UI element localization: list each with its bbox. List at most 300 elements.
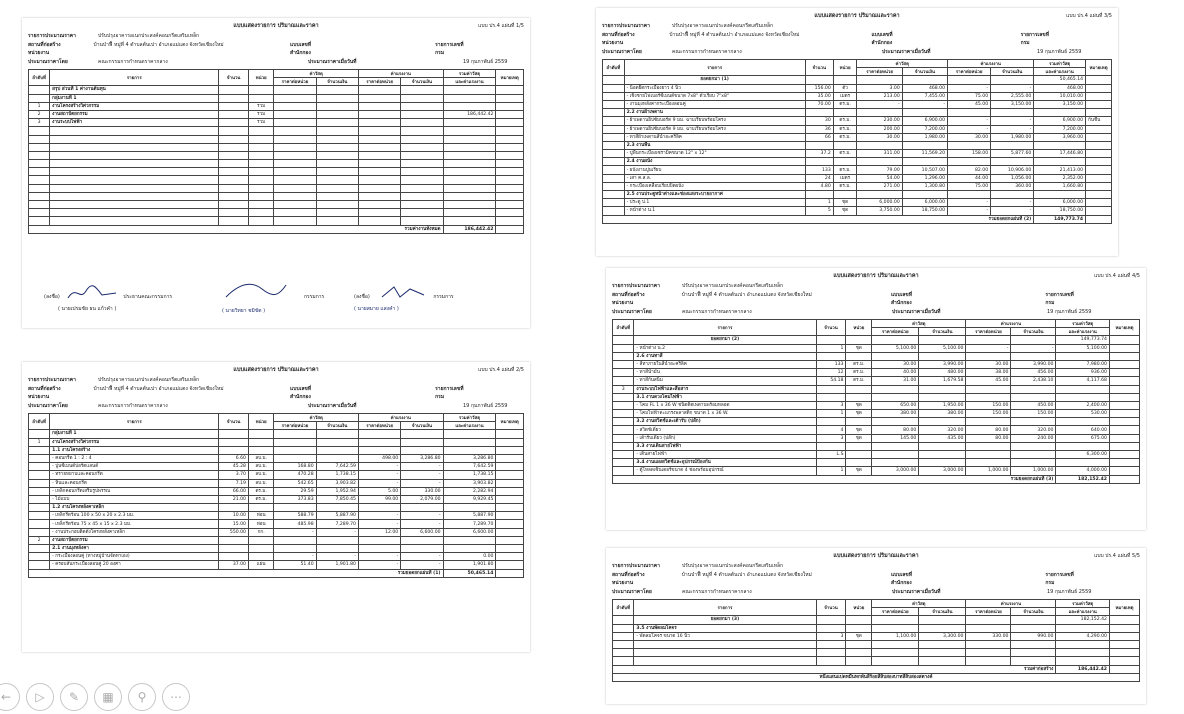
table-row bbox=[603, 191, 1112, 199]
cell-qty: 133 bbox=[816, 360, 846, 368]
table-row bbox=[29, 504, 524, 512]
cell-mat-amt bbox=[919, 442, 966, 450]
location-value: บ้านป่าฟื้ หมู่ที่ 4 ตำบลต้นเปา อำเภอแม่แตง จังหวัดเชียงใหม่ bbox=[669, 31, 800, 38]
header-amount: จำนวนเงิน bbox=[401, 78, 443, 86]
cell-lab-unit bbox=[358, 504, 400, 512]
cell-lab-unit bbox=[358, 94, 400, 102]
cell-note bbox=[496, 545, 524, 553]
cell-mat-unit bbox=[872, 624, 919, 632]
sheet-title: แบบแสดงรายการ ปริมาณและราคา bbox=[233, 23, 319, 29]
total-value: 186,442.42 bbox=[1056, 665, 1110, 673]
cell-total bbox=[1034, 141, 1086, 149]
cell-mat-amt: 3,903.82 bbox=[316, 479, 358, 487]
table-row bbox=[603, 166, 1112, 174]
cell-lab-unit: 80.00 bbox=[966, 426, 1011, 434]
cell-lab-unit bbox=[966, 393, 1011, 401]
cell-unit: ท่อน bbox=[248, 512, 273, 520]
header-unitprice: ราคาต่อหน่วย bbox=[948, 68, 991, 76]
sig1-prefix: (ลงชื่อ) bbox=[44, 294, 60, 300]
cell-no bbox=[603, 158, 625, 166]
cell-no bbox=[613, 410, 634, 418]
cell-note bbox=[1109, 344, 1139, 352]
cell-unit: ตร.ม. bbox=[833, 182, 857, 190]
header-total: รวมค่าวัสดุ bbox=[443, 70, 496, 78]
cell-unit: ชุด bbox=[846, 426, 872, 434]
plan-label: แบบเลขที่ bbox=[890, 291, 912, 298]
cell-note bbox=[1109, 401, 1139, 409]
cell-mat-unit bbox=[857, 109, 902, 117]
cell-mat-unit bbox=[274, 446, 316, 454]
sheet-title: แบบแสดงรายการ ปริมาณและราคา bbox=[814, 13, 900, 19]
cell-total: 1,660.80 bbox=[1034, 182, 1086, 190]
table-row bbox=[613, 451, 1140, 459]
cell-total: 21,413.00 bbox=[1034, 166, 1086, 174]
cell-no: 1 bbox=[29, 438, 50, 446]
sheet-title: แบบแสดงรายการ ปริมาณและราคา bbox=[833, 553, 919, 559]
cell-total: 2,282.94 bbox=[443, 487, 496, 495]
cell-unit: ท่อน bbox=[248, 520, 273, 528]
cell-no bbox=[613, 352, 634, 360]
cell-note bbox=[496, 463, 524, 471]
cell-qty bbox=[805, 191, 833, 199]
cell-mat-unit: 54.00 bbox=[857, 174, 902, 182]
cell-no bbox=[603, 207, 625, 215]
unit-label: หน่วยงาน bbox=[612, 580, 634, 586]
cell-unit: เมตร bbox=[833, 92, 857, 100]
cell-no bbox=[29, 561, 50, 569]
office-label: สำนักกอง bbox=[890, 580, 912, 586]
cell-note bbox=[1086, 141, 1112, 149]
cell-unit: ตัว bbox=[833, 84, 857, 92]
cell-lab-unit: 82.00 bbox=[948, 166, 991, 174]
header-qty: จำนวน bbox=[816, 600, 846, 616]
sheet-meta bbox=[602, 22, 1112, 56]
table-row bbox=[613, 624, 1140, 632]
cell-no bbox=[29, 520, 50, 528]
header-labor: ค่าแรงงาน bbox=[358, 70, 443, 78]
cell-lab-amt bbox=[401, 86, 443, 94]
cell-qty: 54.18 bbox=[816, 377, 846, 385]
table-row bbox=[29, 430, 524, 438]
cell-total: 640.00 bbox=[1056, 426, 1110, 434]
cell-qty bbox=[805, 109, 833, 117]
ref-label: รายการเลขที่ bbox=[1020, 31, 1050, 38]
cell-total: 5,100.00 bbox=[1056, 344, 1110, 352]
cell-no bbox=[29, 512, 50, 520]
cell-total bbox=[1034, 158, 1086, 166]
cell-item: 1.1 งานโครงสร้าง bbox=[50, 446, 219, 454]
cell-mat-amt: 18,750.00 bbox=[902, 207, 947, 215]
cell-total: 6,000.00 bbox=[1034, 199, 1086, 207]
cell-lab-amt bbox=[401, 504, 443, 512]
cell-total: 468.00 bbox=[1034, 84, 1086, 92]
header-total: รวมค่าวัสดุ bbox=[1034, 60, 1086, 68]
header-amount: จำนวนเงิน bbox=[991, 68, 1034, 76]
cell-note bbox=[496, 446, 524, 454]
cell-item: 3.2 งานสวิตช์และเต้ารับ (ปลั๊ก) bbox=[634, 418, 816, 426]
date-value: 19 กุมภาพันธ์ 2559 bbox=[463, 58, 508, 65]
cell-mat-amt: 320.00 bbox=[919, 426, 966, 434]
cell-lab-unit: - bbox=[358, 561, 400, 569]
cell-no bbox=[603, 133, 625, 141]
cell-no bbox=[603, 191, 625, 199]
table-row bbox=[603, 182, 1112, 190]
cell-mat-unit: 213.00 bbox=[857, 92, 902, 100]
date-value: 19 กุมภาพันธ์ 2559 bbox=[1047, 308, 1092, 315]
cell-qty: 35.00 bbox=[805, 92, 833, 100]
cell-total: 4,117.68 bbox=[1056, 377, 1110, 385]
cell-total bbox=[1034, 191, 1086, 199]
cell-total: 530.00 bbox=[1056, 410, 1110, 418]
carry-value: 182,152.42 bbox=[1056, 616, 1110, 624]
cell-note bbox=[496, 528, 524, 536]
table-row bbox=[603, 84, 1112, 92]
cell-total: 6,900.00 bbox=[1034, 117, 1086, 125]
table-row bbox=[603, 109, 1112, 117]
office-label: สำนักกอง bbox=[871, 40, 893, 46]
cell-item: - พัดลมโคจร ขนาด 16 นิ้ว bbox=[634, 632, 816, 640]
cell-total bbox=[1056, 352, 1110, 360]
table-row bbox=[603, 92, 1112, 100]
cell-unit bbox=[248, 446, 273, 454]
cell-lab-amt: - bbox=[991, 84, 1034, 92]
cell-lab-unit bbox=[358, 110, 400, 118]
estimator-label: ประมาณราคาโดย bbox=[28, 402, 68, 409]
cell-item: 2.5 งานประตูหน้าต่างและช่องแสงระบายอากาศ bbox=[624, 191, 805, 199]
cell-note bbox=[1109, 434, 1139, 442]
cell-lab-amt: 330.00 bbox=[401, 487, 443, 495]
cell-lab-amt: - bbox=[991, 117, 1034, 125]
cell-no bbox=[613, 434, 634, 442]
cell-total bbox=[443, 536, 496, 544]
cell-total: 7,200.00 bbox=[1034, 125, 1086, 133]
cell-unit bbox=[846, 451, 872, 459]
cell-total: 675.00 bbox=[1056, 434, 1110, 442]
cell-note bbox=[1109, 352, 1139, 360]
estimator-label: ประมาณราคาโดย bbox=[612, 308, 652, 315]
cell-mat-unit: 79.00 bbox=[857, 166, 902, 174]
cell-lab-unit: 75.00 bbox=[948, 92, 991, 100]
table-row bbox=[603, 125, 1112, 133]
cell-qty: 5 bbox=[805, 207, 833, 215]
cell-item: กลุ่มงานที่ 1 bbox=[50, 430, 219, 438]
cell-lab-amt: - bbox=[401, 463, 443, 471]
cell-note bbox=[1109, 393, 1139, 401]
cell-total: 4,000.00 bbox=[1056, 467, 1110, 475]
cell-qty: 37.00 bbox=[219, 561, 249, 569]
table-row-empty bbox=[29, 176, 524, 184]
header-no: ลำดับที่ bbox=[613, 600, 634, 616]
cell-qty bbox=[816, 624, 846, 632]
zoom-icon[interactable]: ⚲ bbox=[128, 683, 156, 711]
cell-mat-amt: 468.00 bbox=[902, 84, 947, 92]
cell-qty bbox=[816, 385, 846, 393]
cell-mat-unit: - bbox=[274, 528, 316, 536]
cell-mat-amt: 6,000.00 bbox=[902, 199, 947, 207]
total-label: รวมค่าก่อสร้าง bbox=[613, 665, 1056, 673]
table-row bbox=[613, 467, 1140, 475]
viewer-toolbar bbox=[0, 683, 190, 711]
sig2-role: กรรมการ bbox=[304, 294, 325, 300]
cell-item: 3.3 งานเดินสายไฟฟ้า bbox=[634, 442, 816, 450]
cell-no bbox=[603, 166, 625, 174]
cell-unit bbox=[833, 109, 857, 117]
cell-lab-amt: 10,906.00 bbox=[991, 166, 1034, 174]
total-value: 182,152.42 bbox=[1056, 475, 1110, 483]
header-item: รายการ bbox=[624, 60, 805, 76]
header-no: ลำดับที่ bbox=[29, 414, 50, 430]
cell-lab-unit bbox=[358, 438, 400, 446]
table-row bbox=[603, 117, 1112, 125]
table-row bbox=[603, 133, 1112, 141]
table-row bbox=[29, 545, 524, 553]
cell-mat-amt bbox=[316, 454, 358, 462]
cell-mat-unit bbox=[274, 94, 316, 102]
cell-total bbox=[443, 102, 496, 110]
cell-item: - คอนกรีต 1 : 2 : 4 bbox=[50, 454, 219, 462]
cell-item: - ฝ้าเพดานยิปซัมบอร์ด 9 มม. ฉาบเรียบพร้อมโครง bbox=[624, 117, 805, 125]
header-material: ค่าวัสดุ bbox=[872, 600, 966, 608]
cell-mat-amt: 1,980.00 bbox=[902, 133, 947, 141]
cell-lab-unit bbox=[948, 109, 991, 117]
cell-item: - เหล็กคอนกรีตเสริมรูปพรรณ bbox=[50, 487, 219, 495]
cell-lab-amt bbox=[1011, 451, 1056, 459]
cell-lab-amt bbox=[991, 158, 1034, 166]
cell-mat-amt bbox=[316, 110, 358, 118]
cell-qty: 1 bbox=[816, 344, 846, 352]
cell-unit bbox=[248, 545, 273, 553]
cell-unit: รวม bbox=[248, 102, 273, 110]
cell-mat-amt: 3,000.00 bbox=[919, 467, 966, 475]
project-label: รายการประมาณราคา bbox=[612, 563, 660, 569]
table-row bbox=[29, 520, 524, 528]
cell-lab-amt bbox=[401, 545, 443, 553]
cell-mat-amt bbox=[316, 504, 358, 512]
cell-total bbox=[1056, 442, 1110, 450]
cell-total: 1,901.80 bbox=[443, 561, 496, 569]
cell-lab-unit: - bbox=[966, 344, 1011, 352]
table-row bbox=[613, 369, 1140, 377]
sheet-page-4 bbox=[606, 268, 1146, 530]
project-value: ปรับปรุงอาคารอเนกประสงค์คอนกรีตเสริมเหล็ก bbox=[98, 33, 200, 39]
cell-mat-amt: 10,507.00 bbox=[902, 166, 947, 174]
ref-label: รายการเลขที่ bbox=[435, 385, 464, 392]
cell-total bbox=[1056, 418, 1110, 426]
cell-no: 3 bbox=[29, 119, 50, 127]
cell-note: กันชื้น bbox=[1086, 117, 1112, 125]
cell-qty bbox=[219, 553, 249, 561]
sig2-name: ( นายวิทยา ชมิขัต ) bbox=[222, 308, 266, 314]
table-row bbox=[29, 479, 524, 487]
header-labor: ค่าแรงงาน bbox=[966, 600, 1056, 608]
cell-no bbox=[613, 459, 634, 467]
table-row bbox=[29, 119, 524, 127]
cell-lab-amt bbox=[401, 94, 443, 102]
cell-lab-amt: - bbox=[401, 520, 443, 528]
play-icon[interactable]: ▷ bbox=[26, 683, 54, 711]
cell-mat-unit: 6,000.00 bbox=[857, 199, 902, 207]
cell-total: 10,010.00 bbox=[1034, 92, 1086, 100]
estimator-value: คณะกรรมการกำหนดราคากลาง bbox=[98, 402, 168, 409]
cell-note bbox=[1109, 418, 1139, 426]
project-value: ปรับปรุงอาคารอเนกประสงค์คอนกรีตเสริมเหล็ก bbox=[682, 283, 784, 289]
cell-item: 2.2 งานฝ้าเพดาน bbox=[624, 109, 805, 117]
table-row bbox=[29, 454, 524, 462]
carry-label: ยอดยกมา (2) bbox=[634, 336, 816, 344]
page-number: แบบ ปร.4 แผ่นที่ 1/5 bbox=[478, 23, 524, 29]
office-value: กรม bbox=[1020, 40, 1030, 46]
cell-no bbox=[603, 84, 625, 92]
page-number: แบบ ปร.4 แผ่นที่ 5/5 bbox=[1094, 553, 1140, 559]
cell-unit: ชุด bbox=[846, 344, 872, 352]
cell-item: - ทาสีกันสนิม bbox=[634, 377, 816, 385]
cell-qty: 3.70 bbox=[219, 471, 249, 479]
cell-unit: รวม bbox=[248, 110, 273, 118]
cell-lab-unit bbox=[948, 158, 991, 166]
cell-lab-amt: 150.00 bbox=[1011, 410, 1056, 418]
cell-unit: ลบ.ม. bbox=[248, 479, 273, 487]
cell-lab-amt bbox=[401, 438, 443, 446]
cell-lab-amt: 450.00 bbox=[1011, 401, 1056, 409]
cell-lab-amt: - bbox=[991, 199, 1034, 207]
header-material: ค่าวัสดุ bbox=[872, 320, 966, 328]
cell-mat-unit bbox=[274, 504, 316, 512]
more-icon[interactable]: ⋯ bbox=[162, 683, 190, 711]
cell-note bbox=[496, 471, 524, 479]
cell-qty: 1 bbox=[816, 410, 846, 418]
cell-mat-unit bbox=[274, 545, 316, 553]
total-in-words: หนึ่งแสนแปดหมื่นหกพันสี่ร้อยสี่สิบสองบาทสี่สิบสองสตางค์ bbox=[613, 673, 1140, 681]
cell-lab-unit: 75.00 bbox=[948, 182, 991, 190]
arrow-left-icon[interactable]: ← bbox=[0, 683, 20, 711]
sheet-title: แบบแสดงรายการ ปริมาณและราคา bbox=[833, 273, 919, 279]
cell-mat-amt: 3,300.00 bbox=[919, 632, 966, 640]
table-row-empty bbox=[29, 192, 524, 200]
header-total: รวมค่าวัสดุ bbox=[1056, 320, 1110, 328]
sheet-title: แบบแสดงรายการ ปริมาณและราคา bbox=[233, 367, 319, 373]
cell-mat-amt: - bbox=[316, 553, 358, 561]
grid-icon[interactable]: ▦ bbox=[94, 683, 122, 711]
header-total-2: และค่าแรงงาน bbox=[1056, 608, 1110, 616]
cell-note bbox=[1109, 377, 1139, 385]
cell-total bbox=[1056, 393, 1110, 401]
cell-mat-amt bbox=[919, 459, 966, 467]
cell-no bbox=[29, 504, 50, 512]
cell-item: - ครอบสันกระเบื้องลอนคู่ 20 องศา bbox=[50, 561, 219, 569]
cell-qty bbox=[219, 94, 249, 102]
cell-unit bbox=[248, 430, 273, 438]
cell-lab-unit: 5.00 bbox=[358, 487, 400, 495]
cell-mat-unit: 145.00 bbox=[872, 434, 919, 442]
cell-lab-amt bbox=[401, 536, 443, 544]
header-note: หมายเหตุ bbox=[496, 414, 524, 430]
signature-block-3 bbox=[354, 293, 454, 313]
plan-label: แบบเลขที่ bbox=[290, 41, 312, 48]
cell-no: 1 bbox=[29, 102, 50, 110]
cell-lab-amt: - bbox=[991, 125, 1034, 133]
cell-mat-amt: 1,901.80 bbox=[316, 561, 358, 569]
header-unitprice: ราคาต่อหน่วย bbox=[358, 422, 400, 430]
cell-unit: ตร.ม. bbox=[846, 377, 872, 385]
cell-lab-amt bbox=[991, 141, 1034, 149]
office-value: กรม bbox=[1045, 580, 1055, 586]
cell-total: 7,980.00 bbox=[1056, 360, 1110, 368]
date-label: ประมาณราคาเมื่อวันที่ bbox=[892, 308, 941, 315]
pen-icon[interactable]: ✎ bbox=[60, 683, 88, 711]
cell-total: 1,738.15 bbox=[443, 471, 496, 479]
cell-mat-unit bbox=[857, 158, 902, 166]
cell-no bbox=[603, 109, 625, 117]
cell-total bbox=[443, 504, 496, 512]
carry-label: ยอดยกมา (1) bbox=[624, 76, 805, 84]
cell-lab-unit: 80.00 bbox=[966, 434, 1011, 442]
cell-total: 6,600.00 bbox=[443, 528, 496, 536]
cell-mat-unit bbox=[872, 393, 919, 401]
cell-mat-amt: 1,738.15 bbox=[316, 471, 358, 479]
cell-mat-amt bbox=[919, 451, 966, 459]
cell-mat-unit: 485.98 bbox=[274, 520, 316, 528]
cell-lab-unit bbox=[966, 624, 1011, 632]
project-value: ปรับปรุงอาคารอเนกประสงค์คอนกรีตเสริมเหล็ก bbox=[682, 563, 784, 569]
total-value: 149,773.74 bbox=[1034, 215, 1086, 223]
cell-note bbox=[496, 536, 524, 544]
cell-qty bbox=[219, 545, 249, 553]
table-row bbox=[603, 100, 1112, 108]
cell-mat-amt: - bbox=[902, 100, 947, 108]
plan-label: แบบเลขที่ bbox=[871, 31, 893, 38]
cell-qty bbox=[816, 352, 846, 360]
cell-lab-unit: - bbox=[948, 199, 991, 207]
total-label: รวมค่างานทั้งหมด bbox=[29, 225, 444, 233]
cell-total: 6,300.00 bbox=[1056, 451, 1110, 459]
header-labor: ค่าแรงงาน bbox=[966, 320, 1056, 328]
cell-mat-amt: 7,642.59 bbox=[316, 463, 358, 471]
cell-mat-amt: - bbox=[316, 528, 358, 536]
cell-qty: 1 bbox=[805, 199, 833, 207]
carry-label: ยอดยกมา (3) bbox=[634, 616, 816, 624]
cell-mat-amt: 7,289.70 bbox=[316, 520, 358, 528]
estimator-label: ประมาณราคาโดย bbox=[28, 58, 68, 65]
cell-mat-unit: 30.00 bbox=[872, 360, 919, 368]
cell-mat-unit: 200.00 bbox=[857, 125, 902, 133]
cell-mat-unit bbox=[274, 86, 316, 94]
cell-note bbox=[496, 430, 524, 438]
table-row bbox=[29, 463, 524, 471]
cell-lab-amt bbox=[1011, 442, 1056, 450]
cell-mat-amt: 5,887.90 bbox=[316, 512, 358, 520]
header-note: หมายเหตุ bbox=[1109, 600, 1139, 616]
cell-lab-unit bbox=[948, 141, 991, 149]
cell-qty bbox=[219, 504, 249, 512]
cell-unit bbox=[833, 141, 857, 149]
cell-item: - เต้ารับเดี่ยว (ปลั๊ก) bbox=[634, 434, 816, 442]
table-row-empty bbox=[29, 127, 524, 135]
header-amount: จำนวนเงิน bbox=[902, 68, 947, 76]
header-item: รายการ bbox=[50, 414, 219, 430]
cell-unit: เมตร bbox=[833, 174, 857, 182]
cell-mat-amt bbox=[316, 438, 358, 446]
table-row-empty bbox=[29, 168, 524, 176]
cell-note bbox=[1086, 109, 1112, 117]
location-value: บ้านป่าฟื้ หมู่ที่ 4 ตำบลต้นเปา อำเภอแม่แตง จังหวัดเชียงใหม่ bbox=[681, 571, 812, 578]
header-unit: หน่วย bbox=[248, 414, 273, 430]
cell-mat-amt bbox=[316, 446, 358, 454]
header-unit: หน่วย bbox=[846, 320, 872, 336]
cell-lab-unit: 45.00 bbox=[948, 100, 991, 108]
cell-lab-amt: 1,000.00 bbox=[1011, 467, 1056, 475]
cell-qty: 3 bbox=[816, 434, 846, 442]
cell-unit bbox=[248, 86, 273, 94]
